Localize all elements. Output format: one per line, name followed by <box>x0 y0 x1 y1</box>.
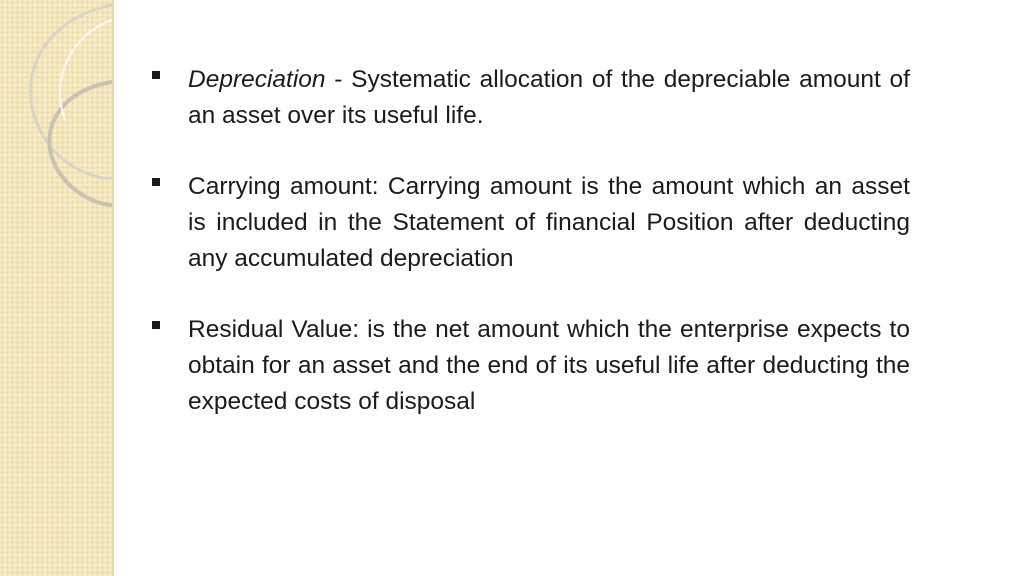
definition-depreciation: - Systematic allocation of the depreciable amount of an asset over its useful life. <box>188 66 910 129</box>
square-bullet-icon <box>152 178 160 186</box>
square-bullet-icon <box>152 321 160 329</box>
bullet-item-carrying-amount <box>150 169 910 277</box>
slide-content <box>150 62 910 455</box>
bullet-item-depreciation <box>150 62 910 134</box>
term-depreciation: Depreciation <box>188 66 326 93</box>
bullet-item-residual-value <box>150 312 910 420</box>
decorative-arcs <box>0 0 130 576</box>
definition-carrying-amount: Carrying amount: Carrying amount is the amount which an asset is included in the Statement of financial Position after deducting any accumulated depreciation <box>188 173 910 272</box>
square-bullet-icon <box>152 71 160 79</box>
definition-residual-value: Residual Value: is the net amount which the enterprise expects to obtain for an asset and the end of its useful life after deducting the expected costs of disposal <box>188 316 910 415</box>
bullet-text <box>188 62 910 134</box>
